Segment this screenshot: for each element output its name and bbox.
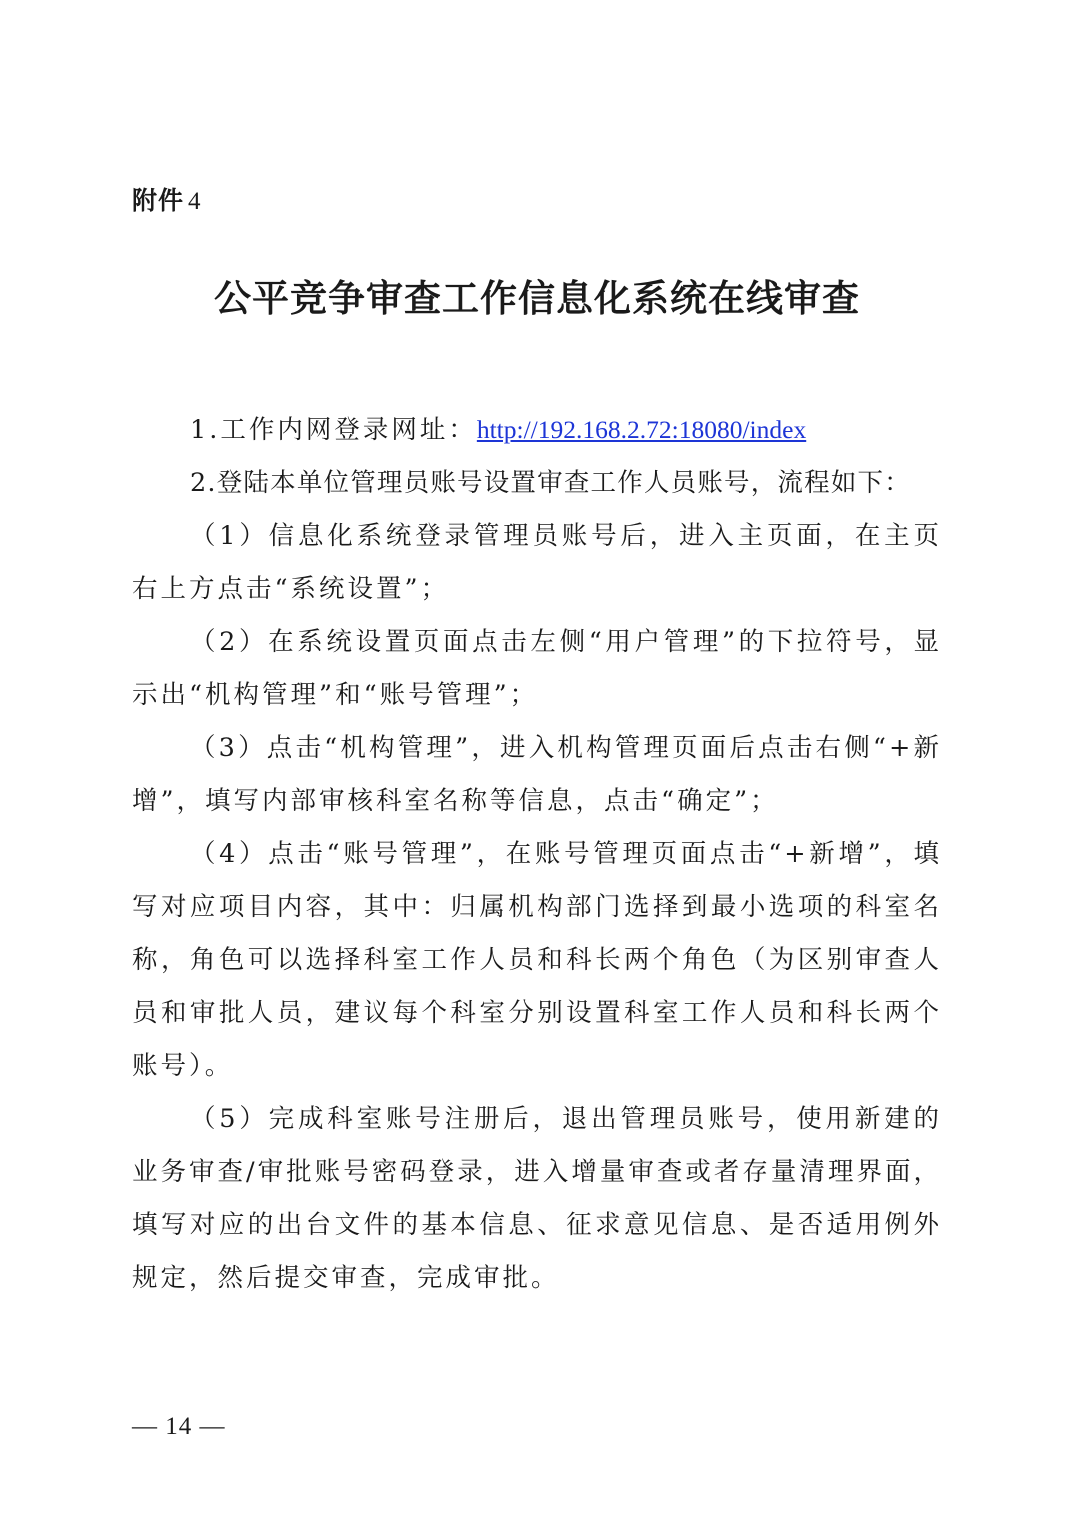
paragraph-step-intro: 2.登陆本单位管理员账号设置审查工作人员账号，流程如下： [190, 468, 911, 498]
attachment-number: 4 [188, 188, 202, 215]
document-body [132, 403, 942, 1305]
login-url-label: 1.工作内网登录网址： [190, 415, 477, 445]
login-url-link[interactable]: http://192.168.2.72:18080/index [476, 415, 807, 444]
paragraph-step-3: （3）点击“机构管理”，进入机构管理页面后点击右侧“+新增”，填写内部审核科室名称等信息，点击“确定”； [132, 733, 942, 816]
paragraph-step-1: （1）信息化系统登录管理员账号后，进入主页面，在主页右上方点击“系统设置”； [132, 521, 942, 604]
page-number: — 14 — [132, 1413, 226, 1440]
attachment-prefix: 附件 [132, 186, 185, 215]
attachment-label [132, 184, 202, 219]
paragraph-step-4: （4）点击“账号管理”，在账号管理页面点击“+新增”，填写对应项目内容，其中：归属机构部门选择到最小选项的科室名称，角色可以选择科室工作人员和科长两个角色（为区别审查人员和审批人员，建议每个科室分别设置科室工作人员和科长两个账号）。 [132, 839, 942, 1081]
paragraph-step-2: （2）在系统设置页面点击左侧“用户管理”的下拉符号，显示出“机构管理”和“账号管理”； [132, 627, 942, 710]
paragraph-step-5: （5）完成科室账号注册后，退出管理员账号，使用新建的业务审查/审批账号密码登录，进入增量审查或者存量清理界面，填写对应的出台文件的基本信息、征求意见信息、是否适用例外规定，然后提交审查，完成审批。 [132, 1104, 942, 1293]
document-title: 公平竞争审查工作信息化系统在线审查 [214, 277, 860, 320]
paragraph-login-url [132, 403, 942, 457]
